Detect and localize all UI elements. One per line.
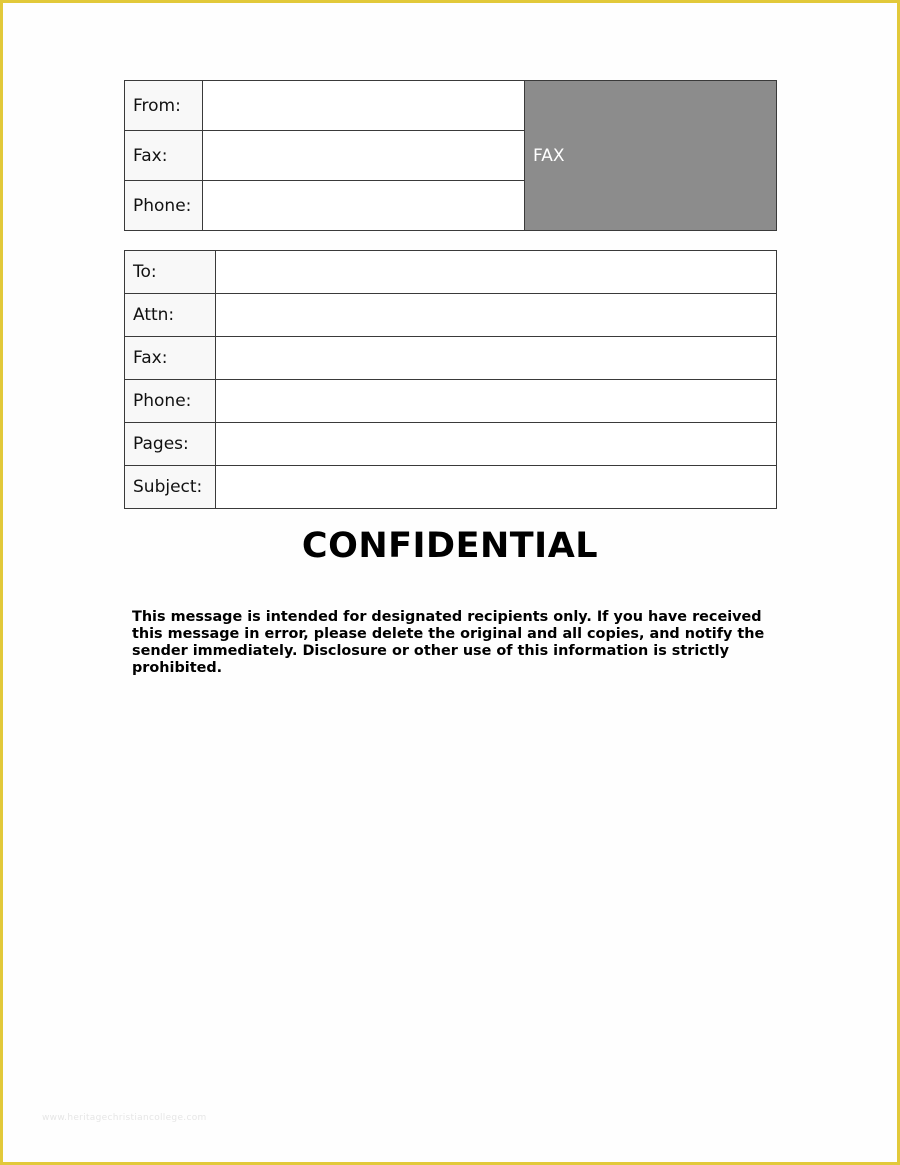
from-field[interactable] bbox=[203, 81, 525, 131]
to-label: To: bbox=[125, 251, 216, 294]
from-label: From: bbox=[125, 81, 203, 131]
table-row bbox=[125, 251, 777, 294]
to-field[interactable] bbox=[216, 251, 777, 294]
pages-label: Pages: bbox=[125, 423, 216, 466]
recipient-phone-field[interactable] bbox=[216, 380, 777, 423]
table-row bbox=[125, 423, 777, 466]
confidential-heading: CONFIDENTIAL bbox=[301, 526, 599, 566]
pages-field[interactable] bbox=[216, 423, 777, 466]
sender-fax-label: Fax: bbox=[125, 131, 203, 181]
table-row bbox=[125, 81, 777, 131]
fax-title-box: FAX bbox=[525, 81, 777, 231]
sender-phone-field[interactable] bbox=[203, 181, 525, 231]
subject-field[interactable] bbox=[216, 466, 777, 509]
table-row bbox=[125, 294, 777, 337]
confidentiality-notice: This message is intended for designated recipients only. If you have received this message in error, please delete the original and all copies, and notify the sender immediately. Disclosure or other use of this information is strictly prohibited. bbox=[132, 609, 765, 676]
table-row bbox=[125, 337, 777, 380]
table-row bbox=[125, 380, 777, 423]
recipient-phone-label: Phone: bbox=[125, 380, 216, 423]
table-row bbox=[125, 466, 777, 509]
site-watermark: www.heritagechristiancollege.com bbox=[42, 1113, 207, 1123]
sender-phone-label: Phone: bbox=[125, 181, 203, 231]
recipient-fax-field[interactable] bbox=[216, 337, 777, 380]
recipient-fax-label: Fax: bbox=[125, 337, 216, 380]
attn-label: Attn: bbox=[125, 294, 216, 337]
subject-label: Subject: bbox=[125, 466, 216, 509]
recipient-info-table bbox=[124, 250, 777, 509]
attn-field[interactable] bbox=[216, 294, 777, 337]
sender-info-table bbox=[124, 80, 777, 231]
sender-fax-field[interactable] bbox=[203, 131, 525, 181]
